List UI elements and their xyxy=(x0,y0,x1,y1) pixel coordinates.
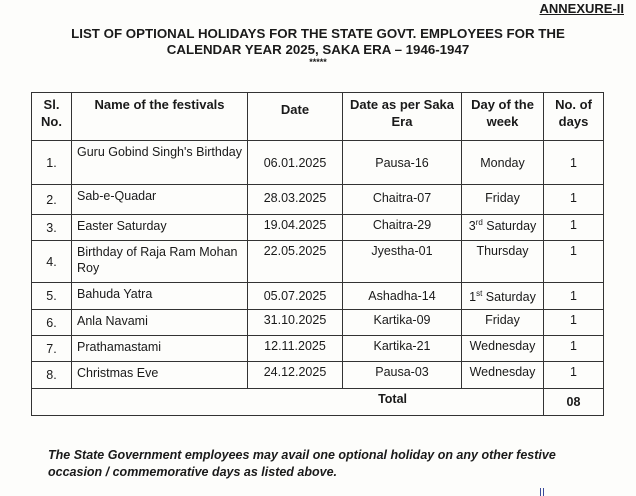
header-sl: Sl. No. xyxy=(32,93,72,141)
row-saka: Kartika-09 xyxy=(343,310,462,336)
row-sl: 6. xyxy=(32,310,72,336)
row-day: 1st Saturday xyxy=(462,283,544,310)
row-saka: Jyestha-01 xyxy=(343,241,462,283)
title-line-2: CALENDAR YEAR 2025, SAKA ERA – 1946-1947 xyxy=(166,42,470,57)
row-sl: 2. xyxy=(32,185,72,215)
row-saka: Kartika-21 xyxy=(343,336,462,362)
row-sl: 1. xyxy=(32,141,72,185)
row-name: Prathamastami xyxy=(72,336,248,362)
row-days: 1 xyxy=(544,241,604,283)
pen-mark xyxy=(540,488,544,496)
row-sl: 8. xyxy=(32,362,72,389)
total-label: Total xyxy=(32,389,544,416)
row-sl: 5. xyxy=(32,283,72,310)
table-row xyxy=(32,336,604,362)
row-day: Thursday xyxy=(462,241,544,283)
title-stars: ***** xyxy=(309,57,327,67)
document-title xyxy=(0,26,636,67)
row-day: Friday xyxy=(462,310,544,336)
row-date: 28.03.2025 xyxy=(248,185,343,215)
row-days: 1 xyxy=(544,283,604,310)
row-saka: Pausa-16 xyxy=(343,141,462,185)
row-day: Friday xyxy=(462,185,544,215)
row-days: 1 xyxy=(544,215,604,241)
row-date: 12.11.2025 xyxy=(248,336,343,362)
row-date: 22.05.2025 xyxy=(248,241,343,283)
row-sl: 7. xyxy=(32,336,72,362)
table-row xyxy=(32,215,604,241)
row-name: Guru Gobind Singh's Birthday xyxy=(72,141,248,185)
table-row xyxy=(32,310,604,336)
holiday-table xyxy=(31,92,604,416)
row-date: 24.12.2025 xyxy=(248,362,343,389)
row-days: 1 xyxy=(544,362,604,389)
table-row xyxy=(32,241,604,283)
row-saka: Ashadha-14 xyxy=(343,283,462,310)
row-name: Bahuda Yatra xyxy=(72,283,248,310)
row-day: 3rd Saturday xyxy=(462,215,544,241)
footnote: The State Government employees may avail one optional holiday on any other festive occasion / commemorative days as listed above. xyxy=(48,448,556,479)
row-days: 1 xyxy=(544,310,604,336)
row-sl: 3. xyxy=(32,215,72,241)
row-name: Birthday of Raja Ram Mohan Roy xyxy=(72,241,248,283)
row-date: 06.01.2025 xyxy=(248,141,343,185)
table-row xyxy=(32,362,604,389)
row-day: Monday xyxy=(462,141,544,185)
row-name: Easter Saturday xyxy=(72,215,248,241)
annexure-label: ANNEXURE-II xyxy=(539,1,624,16)
table-row xyxy=(32,283,604,310)
header-row xyxy=(32,93,604,141)
total-row xyxy=(32,389,604,416)
header-saka: Date as per Saka Era xyxy=(343,93,462,141)
row-days: 1 xyxy=(544,336,604,362)
header-name: Name of the festivals xyxy=(72,93,248,141)
row-sl: 4. xyxy=(32,241,72,283)
header-date: Date xyxy=(248,93,343,141)
row-saka: Pausa-03 xyxy=(343,362,462,389)
row-day: Wednesday xyxy=(462,362,544,389)
row-name: Anla Navami xyxy=(72,310,248,336)
table-row xyxy=(32,141,604,185)
row-saka: Chaitra-29 xyxy=(343,215,462,241)
header-day: Day of the week xyxy=(462,93,544,141)
row-date: 19.04.2025 xyxy=(248,215,343,241)
row-day: Wednesday xyxy=(462,336,544,362)
table-row xyxy=(32,185,604,215)
total-value: 08 xyxy=(544,389,604,416)
row-date: 31.10.2025 xyxy=(248,310,343,336)
row-saka: Chaitra-07 xyxy=(343,185,462,215)
row-days: 1 xyxy=(544,185,604,215)
row-name: Sab-e-Quadar xyxy=(72,185,248,215)
title-line-1: LIST OF OPTIONAL HOLIDAYS FOR THE STATE GOVT. EMPLOYEES FOR THE xyxy=(71,26,565,41)
row-days: 1 xyxy=(544,141,604,185)
row-date: 05.07.2025 xyxy=(248,283,343,310)
header-days: No. of days xyxy=(544,93,604,141)
row-name: Christmas Eve xyxy=(72,362,248,389)
